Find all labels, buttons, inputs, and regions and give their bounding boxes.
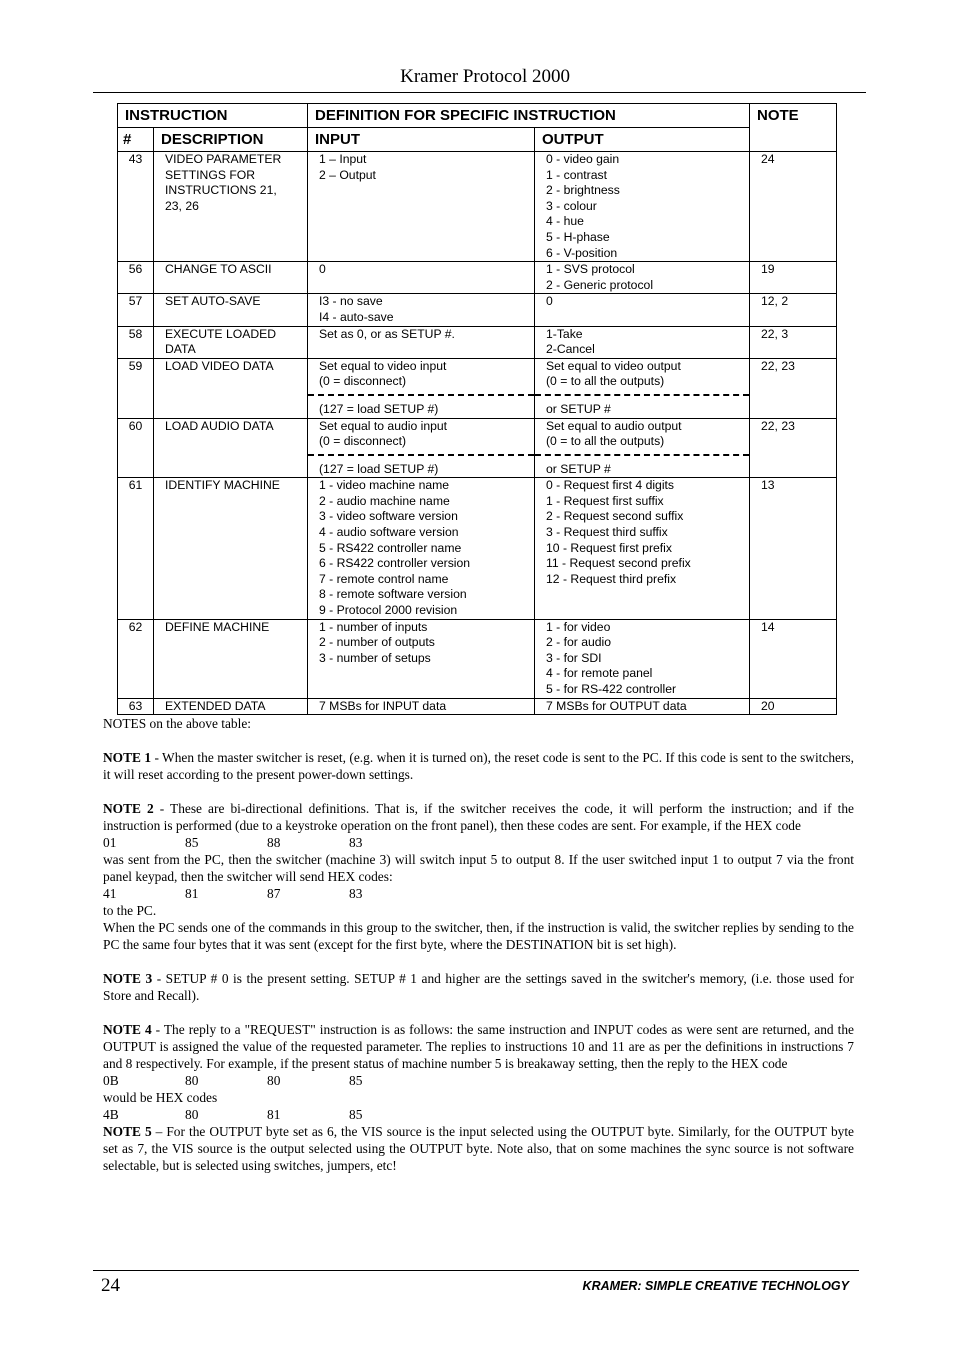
note-2-text: - These are bi-directional definitions. That is, if the switcher receives the code, it will perform the instruction; and if the instruction is performed (due to a keystroke operation on the front panel), then these codes are sent. For example, if the HEX code [103, 801, 854, 833]
note-2 [103, 800, 854, 834]
table-row [118, 326, 837, 358]
note-1-label: NOTE 1 [103, 750, 152, 765]
page-number: 24 [101, 1275, 120, 1296]
row-input [308, 619, 535, 698]
note-3 [103, 970, 854, 1004]
instruction-table [117, 103, 837, 715]
input-line: 3 - video software version [319, 509, 458, 524]
row-input [308, 294, 535, 326]
note-2-mid: was sent from the PC, then the switcher (machine 3) will switch input 5 to output 8. If the user switched input 1 to output 7 via the front panel keypad, then the switcher will send HEX codes: [103, 852, 854, 884]
hex-byte: 85 [349, 1107, 363, 1122]
note-1 [103, 749, 854, 783]
output-line: 7 MSBs for OUTPUT data [546, 698, 687, 713]
row-number: 63 [118, 698, 154, 715]
row-output [535, 152, 750, 262]
output-line: 4 - hue [546, 214, 584, 229]
output-line: 3 - for SDI [546, 650, 602, 665]
output-line: 3 - colour [546, 198, 597, 213]
table-subheader-row [118, 128, 837, 152]
table-row [118, 262, 837, 294]
hex-byte: 80 [185, 1107, 199, 1122]
output-line: 4 - for remote panel [546, 666, 653, 681]
header-definition: DEFINITION FOR SPECIFIC INSTRUCTION [308, 104, 750, 128]
row-note: 22, 3 [750, 326, 837, 358]
output-line: 1-Take [546, 326, 583, 341]
hex-byte: 0B [103, 1073, 119, 1088]
description-line: CHANGE TO ASCII [165, 262, 272, 277]
row-note: 22, 23 [750, 358, 837, 418]
hex-code-row [103, 1072, 854, 1089]
table-row [118, 619, 837, 698]
description-line: LOAD AUDIO DATA [165, 418, 274, 433]
hex-byte: 80 [185, 1073, 199, 1088]
row-output [535, 326, 750, 358]
row-input [308, 152, 535, 262]
output-line: Set equal to video output [546, 358, 681, 373]
input-line: 7 MSBs for INPUT data [319, 698, 447, 713]
row-output [535, 358, 750, 418]
output-line: 2 - Request second suffix [546, 509, 684, 524]
input-line: 1 – Input [319, 152, 367, 166]
description-line: VIDEO PARAMETER [165, 152, 282, 166]
hex-code-row [103, 834, 854, 851]
description-line: SET AUTO-SAVE [165, 294, 261, 309]
table-header-row [118, 104, 837, 128]
hex-byte: 81 [185, 886, 199, 901]
hex-byte: 4B [103, 1107, 119, 1122]
input-line-extra: (127 = load SETUP #) [319, 461, 439, 476]
input-line: Set as 0, or as SETUP #. [319, 326, 455, 341]
hex-byte: 41 [103, 886, 117, 901]
row-number: 58 [118, 326, 154, 358]
row-description [154, 478, 308, 619]
output-line: 2 - for audio [546, 635, 612, 650]
output-line: 1 - contrast [546, 167, 607, 182]
output-line: 1 - for video [546, 619, 611, 634]
row-number: 43 [118, 152, 154, 262]
output-line: 0 - Request first 4 digits [546, 478, 675, 493]
output-line: 0 - video gain [546, 152, 620, 166]
hex-code-row [103, 885, 854, 902]
row-description [154, 262, 308, 294]
header-output: OUTPUT [535, 128, 750, 152]
table-row [118, 418, 837, 478]
table-row [118, 478, 837, 619]
output-line: (0 = to all the outputs) [535, 434, 749, 456]
hex-byte: 85 [185, 835, 199, 850]
output-line-extra: or SETUP # [546, 401, 611, 416]
hex-byte: 80 [267, 1073, 281, 1088]
note-3-text: - SETUP # 0 is the present setting. SETUP # 1 and higher are the settings saved in the switcher's memory, (i.e. those used for Store and Recall). [103, 971, 854, 1003]
input-line: (0 = disconnect) [308, 434, 534, 456]
description-line: DATA [165, 342, 196, 357]
note-5-label: NOTE 5 [103, 1124, 152, 1139]
page-footer [93, 1270, 859, 1296]
table-row [118, 152, 837, 262]
table-row [118, 698, 837, 715]
row-number: 59 [118, 358, 154, 418]
input-line: 1 - video machine name [319, 478, 450, 493]
output-line: 1 - SVS protocol [546, 262, 635, 277]
output-line: (0 = to all the outputs) [535, 374, 749, 396]
output-line: 2 - brightness [546, 183, 620, 198]
input-line: 3 - number of setups [319, 650, 431, 665]
hex-byte: 81 [267, 1107, 281, 1122]
table-row [118, 294, 837, 326]
row-input [308, 478, 535, 619]
table-row [118, 358, 837, 418]
row-description [154, 619, 308, 698]
output-line: 2 - Generic protocol [546, 277, 654, 292]
row-note: 12, 2 [750, 294, 837, 326]
hex-code-row [103, 1106, 854, 1123]
output-line: 3 - Request third suffix [546, 525, 668, 540]
row-output [535, 698, 750, 715]
header-instruction: INSTRUCTION [118, 104, 308, 128]
output-line: 5 - H-phase [546, 229, 610, 244]
output-line: 11 - Request second prefix [546, 556, 691, 571]
row-output [535, 262, 750, 294]
note-5-text: – For the OUTPUT byte set as 6, the VIS source is the input selected using the OUTPUT byte. Similarly, for the OUTPUT byte set as 7, the VIS source is the output selected using the OUTPUT byte. Note also, that on some machines the sync source is not software selectable, but is selected using switches, jumpers, etc! [103, 1124, 854, 1173]
description-line: EXECUTE LOADED [165, 326, 277, 341]
input-line: 2 – Output [319, 167, 376, 182]
hex-byte: 88 [267, 835, 281, 850]
input-line: 8 - remote software version [319, 587, 467, 602]
output-line: Set equal to audio output [546, 418, 682, 433]
row-output [535, 418, 750, 478]
description-line: INSTRUCTIONS 21, [165, 183, 277, 198]
output-line: 12 - Request third prefix [546, 571, 677, 586]
note-2-topc: to the PC. [103, 903, 157, 918]
header-title: Kramer Protocol 2000 [400, 66, 570, 87]
header-description: DESCRIPTION [154, 128, 308, 152]
notes-intro: NOTES on the above table: [103, 716, 252, 731]
row-input [308, 262, 535, 294]
row-input [308, 418, 535, 478]
header-input: INPUT [308, 128, 535, 152]
output-line: 10 - Request first prefix [546, 540, 672, 555]
input-line-extra: (127 = load SETUP #) [319, 401, 439, 416]
input-line: 0 [319, 262, 326, 277]
header-note: NOTE [750, 104, 837, 152]
row-number: 62 [118, 619, 154, 698]
row-note: 20 [750, 698, 837, 715]
note-3-label: NOTE 3 [103, 971, 153, 986]
note-2-end: When the PC sends one of the commands in this group to the switcher, then, if the instruction is valid, the switcher replies by sending to the PC the same four bytes that it was sent (except for the first byte, where the DESTINATION bit is set high). [103, 920, 854, 952]
input-line: I4 - auto-save [319, 309, 394, 324]
output-line: 5 - for RS-422 controller [546, 682, 677, 696]
footer-brand: KRAMER: SIMPLE CREATIVE TECHNOLOGY [582, 1279, 849, 1293]
header-num: # [118, 128, 154, 152]
row-description [154, 418, 308, 478]
output-line-extra: or SETUP # [546, 461, 611, 476]
description-line: IDENTIFY MACHINE [165, 478, 280, 493]
row-output [535, 294, 750, 326]
description-line: 23, 26 [165, 198, 199, 213]
input-line: 2 - number of outputs [319, 635, 435, 650]
notes-section [103, 715, 854, 1174]
output-line: 2-Cancel [546, 342, 595, 357]
output-line: 0 [546, 294, 553, 309]
row-output [535, 478, 750, 619]
input-line: 9 - Protocol 2000 revision [319, 603, 458, 618]
row-note: 24 [750, 152, 837, 262]
row-description [154, 152, 308, 262]
row-input [308, 326, 535, 358]
row-note: 22, 23 [750, 418, 837, 478]
hex-byte: 85 [349, 1073, 363, 1088]
row-description [154, 698, 308, 715]
row-output [535, 619, 750, 698]
note-2-label: NOTE 2 [103, 801, 154, 816]
note-1-text: - When the master switcher is reset, (e.g. when it is turned on), the reset code is sent to the PC. If this code is sent to the switchers, it will reset according to the present power-down settings. [103, 750, 854, 782]
hex-byte: 01 [103, 835, 117, 850]
row-number: 61 [118, 478, 154, 619]
input-line: Set equal to audio input [319, 418, 448, 433]
input-line: 2 - audio machine name [319, 493, 450, 508]
table-body [118, 152, 837, 715]
output-line: 1 - Request first suffix [546, 493, 664, 508]
input-line: 6 - RS422 controller version [319, 556, 471, 571]
note-4-mid: would be HEX codes [103, 1090, 218, 1105]
page-header [93, 64, 866, 93]
row-description [154, 294, 308, 326]
row-description [154, 358, 308, 418]
input-line: (0 = disconnect) [308, 374, 534, 396]
note-4 [103, 1021, 854, 1072]
description-line: DEFINE MACHINE [165, 619, 270, 634]
input-line: 1 - number of inputs [319, 619, 428, 634]
input-line: 4 - audio software version [319, 525, 459, 540]
description-line: SETTINGS FOR [165, 167, 256, 182]
hex-byte: 87 [267, 886, 281, 901]
hex-byte: 83 [349, 835, 363, 850]
input-line: I3 - no save [319, 294, 383, 309]
row-description [154, 326, 308, 358]
row-number: 56 [118, 262, 154, 294]
row-note: 14 [750, 619, 837, 698]
note-5 [103, 1123, 854, 1174]
description-line: LOAD VIDEO DATA [165, 358, 274, 373]
output-line: 6 - V-position [546, 245, 618, 260]
input-line: 5 - RS422 controller name [319, 540, 462, 555]
hex-byte: 83 [349, 886, 363, 901]
row-note: 13 [750, 478, 837, 619]
row-note: 19 [750, 262, 837, 294]
input-line: Set equal to video input [319, 358, 447, 373]
row-number: 57 [118, 294, 154, 326]
description-line: EXTENDED DATA [165, 698, 266, 713]
row-input [308, 698, 535, 715]
input-line: 7 - remote control name [319, 571, 449, 586]
note-4-text: - The reply to a "REQUEST" instruction is as follows: the same instruction and INPUT codes as were sent are returned, and the OUTPUT is assigned the value of the requested parameter. The replies to instructions 10 and 11 are as per the definitions in instructions 7 and 8 respectively. For example, if the present status of machine number 5 is breakaway setting, then the reply to the HEX code [103, 1022, 854, 1071]
row-input [308, 358, 535, 418]
row-number: 60 [118, 418, 154, 478]
note-4-label: NOTE 4 [103, 1022, 152, 1037]
